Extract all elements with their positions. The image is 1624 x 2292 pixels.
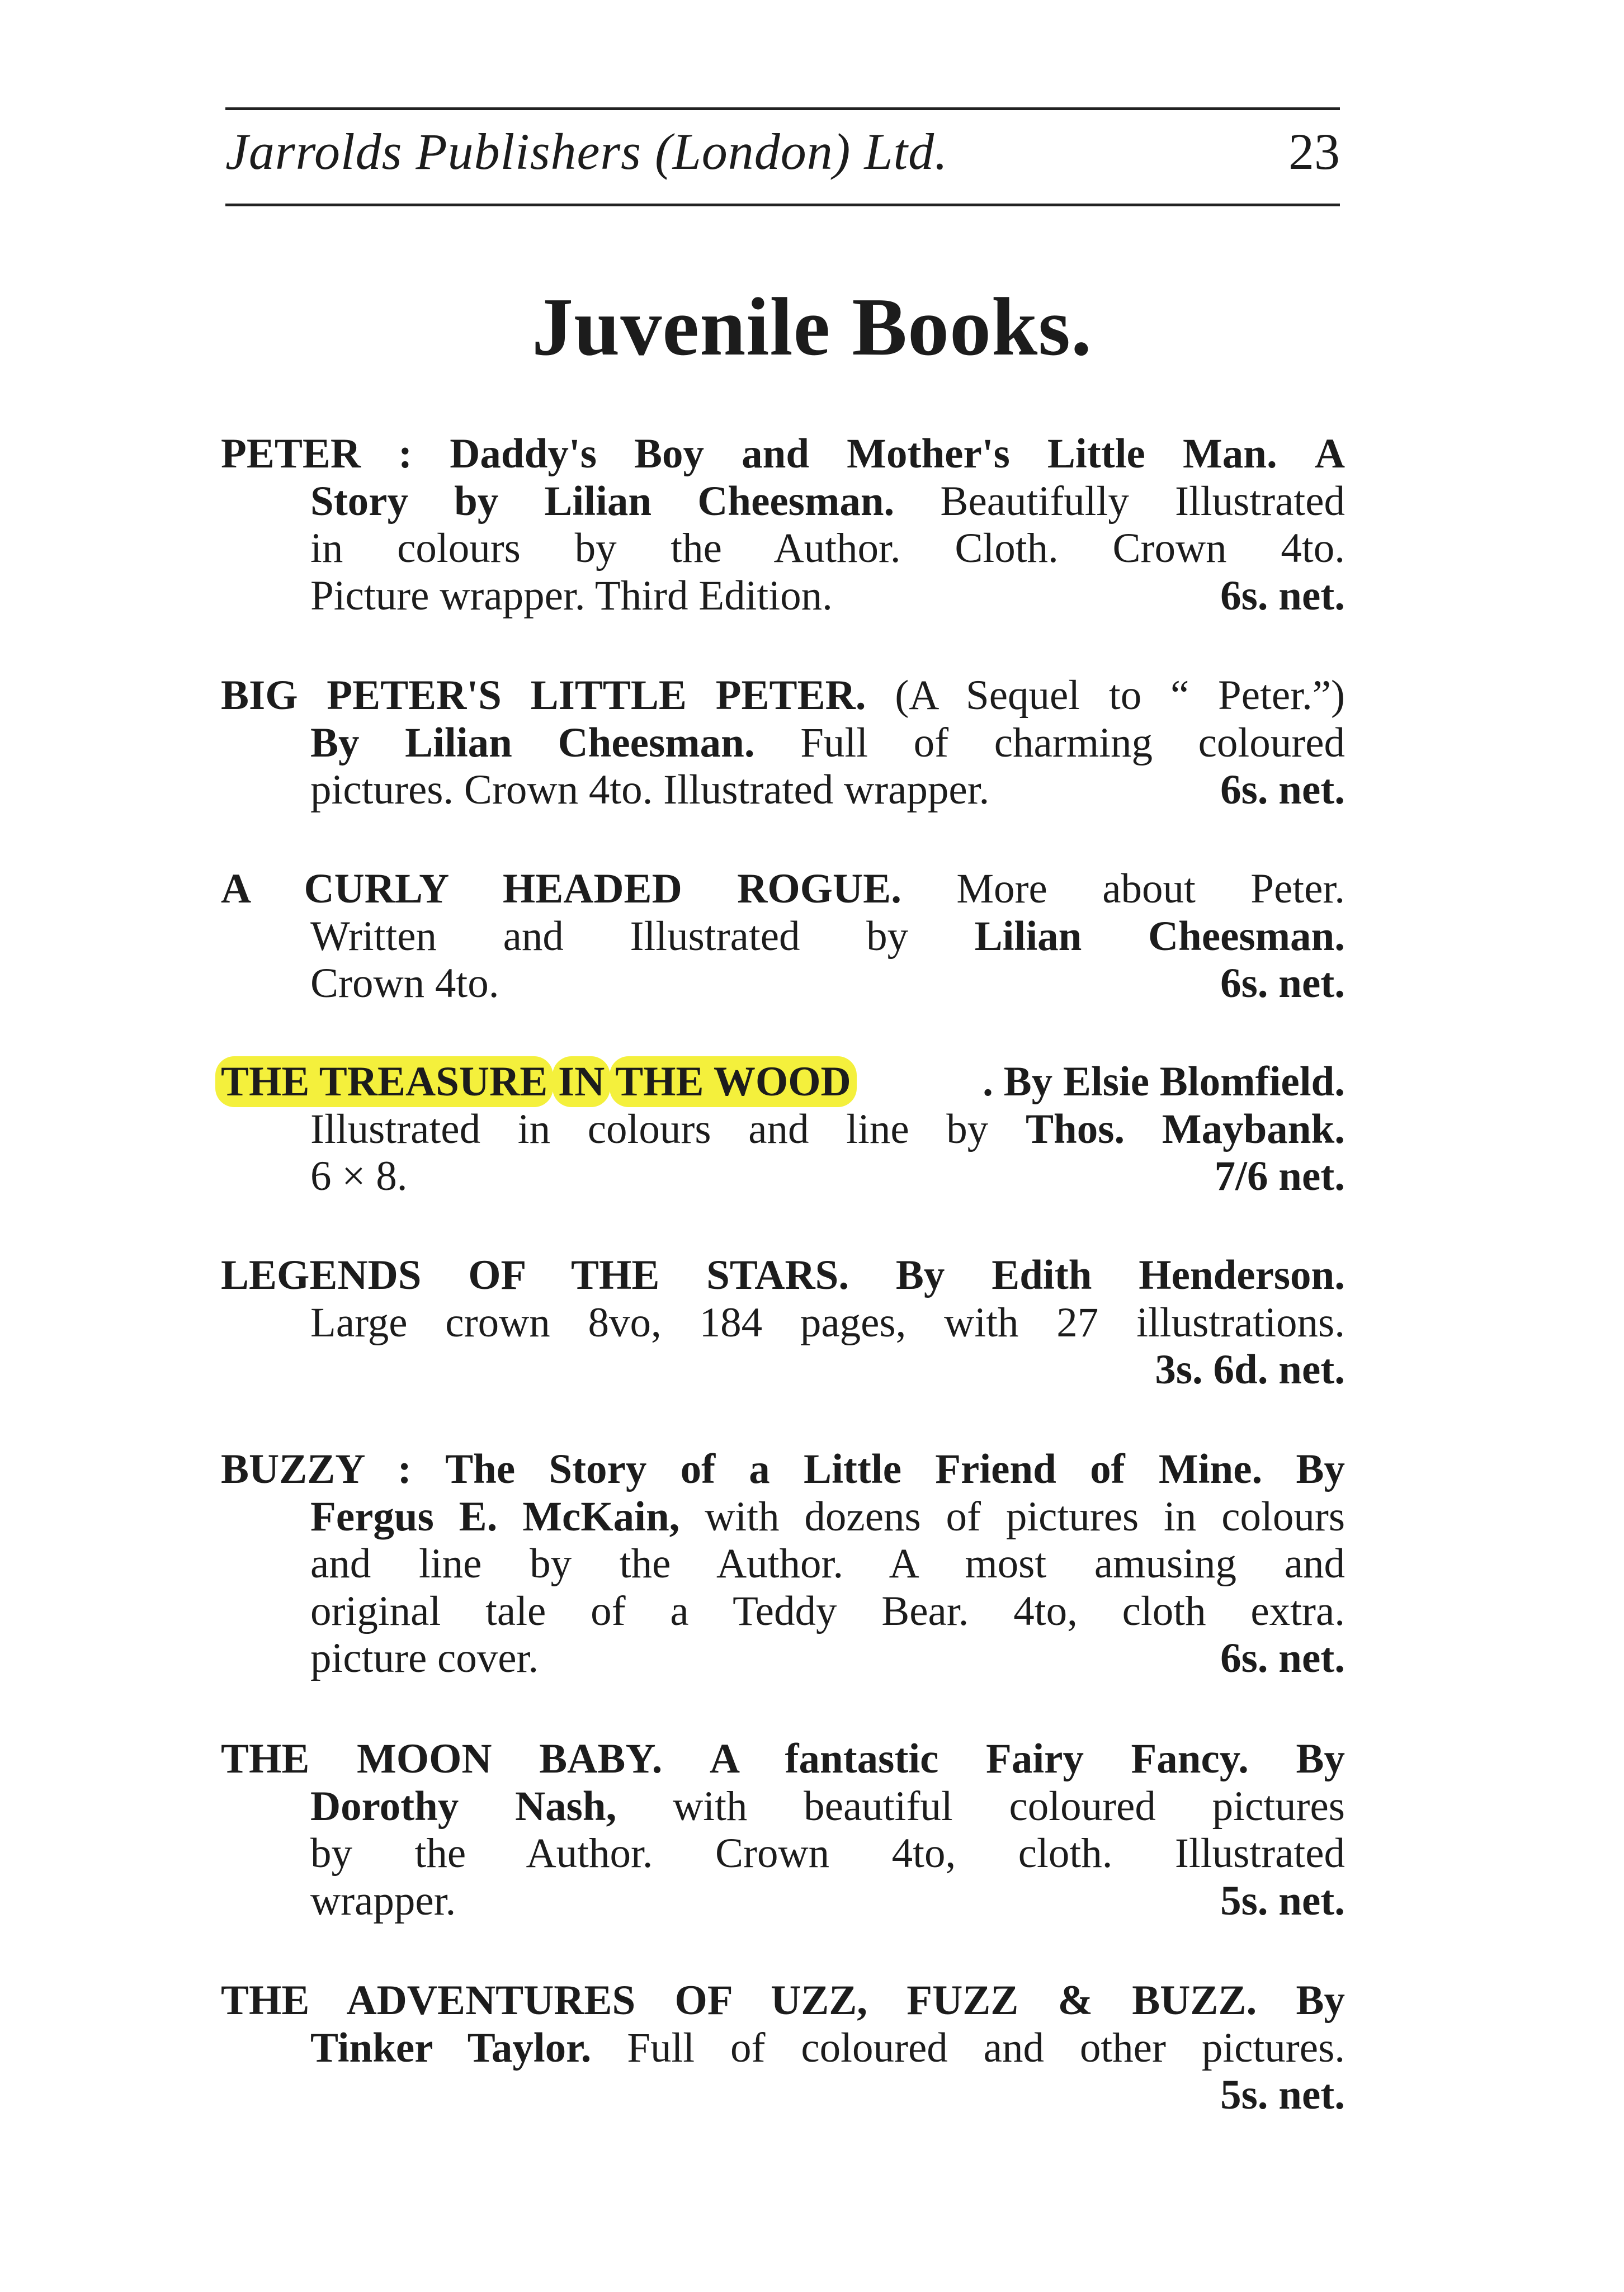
entry-line: 6 × 8. 7/6 net.: [310, 1153, 1345, 1199]
entry-line: pictures. Crown 4to. Illustrated wrapper. 6s. net.: [310, 767, 1345, 813]
catalogue-entry-legends-of-the-stars: [221, 1252, 1345, 1394]
entry-line: Tinker Taylor. Full of coloured and other pictures.: [310, 2024, 1345, 2071]
entry-line: By Lilian Cheesman. Full of charming coloured: [310, 719, 1345, 766]
catalogue-entry-treasure-in-the-wood: [221, 1058, 1345, 1201]
entry-line: Written and Illustrated by Lilian Cheesman.: [310, 913, 1345, 960]
entry-line: [310, 2072, 1345, 2119]
author-name: Dorothy Nash,: [310, 1783, 617, 1830]
book-title: THE MOON BABY.: [221, 1736, 663, 1782]
book-title: LEGENDS OF THE STARS.: [221, 1252, 849, 1298]
price: 7/6 net.: [1214, 1153, 1345, 1199]
price: 3s. 6d. net.: [1155, 1346, 1345, 1393]
section-heading: Juvenile Books.: [532, 281, 1092, 373]
entry-line: wrapper. 5s. net.: [310, 1877, 1345, 1924]
price: 6s. net.: [1220, 767, 1345, 813]
entry-line: [221, 1058, 1345, 1106]
entry-line: Crown 4to. 6s. net.: [310, 960, 1345, 1006]
entry-line: THE ADVENTURES OF UZZ, FUZZ & BUZZ. By: [221, 1977, 1345, 2024]
book-title: BIG PETER'S LITTLE PETER.: [221, 672, 866, 719]
entry-line: and line by the Author. A most amusing and: [310, 1540, 1345, 1587]
book-title: A CURLY HEADED ROGUE.: [221, 866, 901, 912]
highlighted-title-part: THE TREASURE: [215, 1056, 553, 1107]
highlighted-title-part: THE WOOD: [610, 1056, 857, 1107]
entry-line: picture cover. 6s. net.: [310, 1635, 1345, 1681]
header-top-rule: [225, 107, 1340, 110]
entry-line: original tale of a Teddy Bear. 4to, cloth extra.: [310, 1587, 1345, 1634]
entry-line: BUZZY : The Story of a Little Friend of Mine. By: [221, 1446, 1345, 1492]
author-name: Story by Lilian Cheesman.: [310, 478, 895, 524]
catalogue-entry-big-peters-little-peter: [221, 672, 1345, 814]
running-head: [225, 122, 1340, 200]
header-bottom-rule: [225, 204, 1340, 206]
page-number: 23: [1288, 123, 1340, 180]
entry-line: BIG PETER'S LITTLE PETER. (A Sequel to “ Peter.”): [221, 672, 1345, 719]
entry-line: [221, 1252, 1345, 1299]
price: 5s. net.: [1220, 2072, 1345, 2118]
entry-line: Picture wrapper. Third Edition. 6s. net.: [310, 572, 1345, 619]
catalogue-entry-adventures-of-uzz-fuzz-buzz: [221, 1977, 1345, 2119]
entry-line: by the Author. Crown 4to, cloth. Illustrated: [310, 1830, 1345, 1877]
catalogue-entry-buzzy: [221, 1446, 1345, 1683]
price: 6s. net.: [1220, 960, 1345, 1006]
catalogue-entry-moon-baby: [221, 1736, 1345, 1925]
publisher-name: Jarrolds Publishers (London) Ltd.: [225, 123, 948, 180]
author-name: . By Elsie Blomfield.: [983, 1058, 1345, 1105]
entry-line: A CURLY HEADED ROGUE. More about Peter.: [221, 866, 1345, 912]
book-title: BUZZY :: [221, 1446, 412, 1492]
entry-line: [310, 1346, 1345, 1394]
entry-line: Story by Lilian Cheesman. Beautifully Illustrated: [310, 478, 1345, 524]
entry-line: Fergus E. McKain, with dozens of pictures in colours: [310, 1493, 1345, 1540]
author-name: Lilian Cheesman.: [974, 913, 1345, 960]
entry-line: Illustrated in colours and line by Thos. Maybank.: [310, 1105, 1345, 1152]
highlighted-title-part: IN: [553, 1056, 610, 1107]
catalogue-entry-curly-headed-rogue: [221, 866, 1345, 1008]
entry-line: Dorothy Nash, with beautiful coloured pictures: [310, 1783, 1345, 1830]
price: 5s. net.: [1220, 1877, 1345, 1924]
illustrator-name: Thos. Maybank.: [1025, 1105, 1345, 1152]
author-name: Fergus E. McKain,: [310, 1493, 680, 1540]
price: 6s. net.: [1220, 572, 1345, 619]
author-name: By Edith Henderson.: [895, 1252, 1345, 1298]
price: 6s. net.: [1220, 1635, 1345, 1681]
author-name: By Lilian Cheesman.: [310, 719, 755, 766]
entry-line: THE MOON BABY. A fantastic Fairy Fancy. By: [221, 1736, 1345, 1782]
author-name: Tinker Taylor.: [310, 2024, 592, 2071]
book-title: THE ADVENTURES OF UZZ, FUZZ & BUZZ.: [221, 1977, 1257, 2024]
entry-line: Large crown 8vo, 184 pages, with 27 illustrations.: [310, 1299, 1345, 1346]
entry-line: PETER : Daddy's Boy and Mother's Little Man. A: [221, 431, 1345, 477]
entry-line: in colours by the Author. Cloth. Crown 4to.: [310, 525, 1345, 571]
book-title: PETER : Daddy's Boy and Mother's Little Man.: [221, 431, 1277, 477]
catalogue-entry-peter: [221, 431, 1345, 620]
